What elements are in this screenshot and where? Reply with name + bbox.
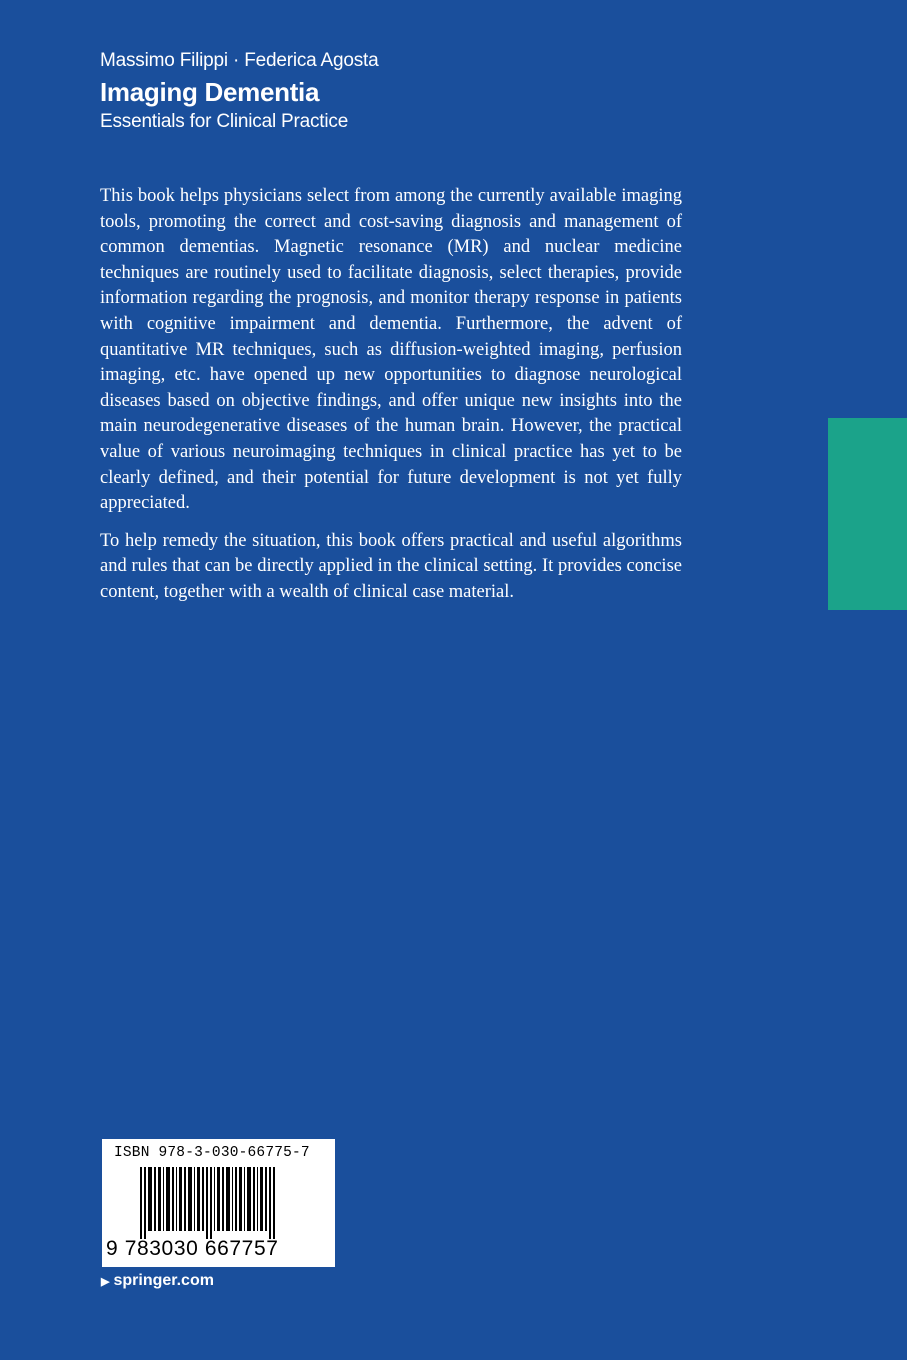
- barcode-icon: [110, 1167, 310, 1239]
- publisher-url: springer.com: [113, 1272, 214, 1289]
- description-paragraph-2: To help remedy the situation, this book offers practical and useful algorithms and rules that can be directly applied in the clinical setting. It provides concise content, together with a wealth of clinical case material.: [100, 530, 682, 602]
- book-description: [100, 184, 682, 618]
- accent-color-tab: [828, 418, 907, 610]
- cover-header: [100, 46, 379, 136]
- book-subtitle: Essentials for Clinical Practice: [100, 111, 349, 132]
- book-title: Imaging Dementia: [100, 77, 320, 107]
- publisher-link[interactable]: [101, 1272, 214, 1290]
- book-authors: Massimo Filippi · Federica Agosta: [100, 50, 379, 71]
- isbn-barcode-box: [102, 1139, 335, 1267]
- isbn-number: ISBN 978-3-030-66775-7: [114, 1145, 310, 1161]
- barcode-digits: 9 783030 667757: [106, 1237, 279, 1260]
- right-triangle-icon: ▶: [101, 1275, 110, 1288]
- description-paragraph-1: This book helps physicians select from among the currently available imaging tools, promoting the correct and cost-saving diagnosis and management of common dementias. Magnetic resonance (MR) and nuclear medicine techniques are routinely used to facilitate diagnosis, select therapies, provide information regarding the prognosis, and monitor therapy response in patients with cognitive impairment and dementia. Furthermore, the advent of quantitative MR techniques, such as diffusion-weighted imaging, perfusion imaging, etc. have opened up new opportunities to diagnose neurological diseases based on objective findings, and offer unique new insights into the main neurodegenerative diseases of the human brain. However, the practical value of various neuroimaging techniques in clinical practice has yet to be clearly defined, and their potential for future development is not yet fully appreciated.: [100, 186, 682, 514]
